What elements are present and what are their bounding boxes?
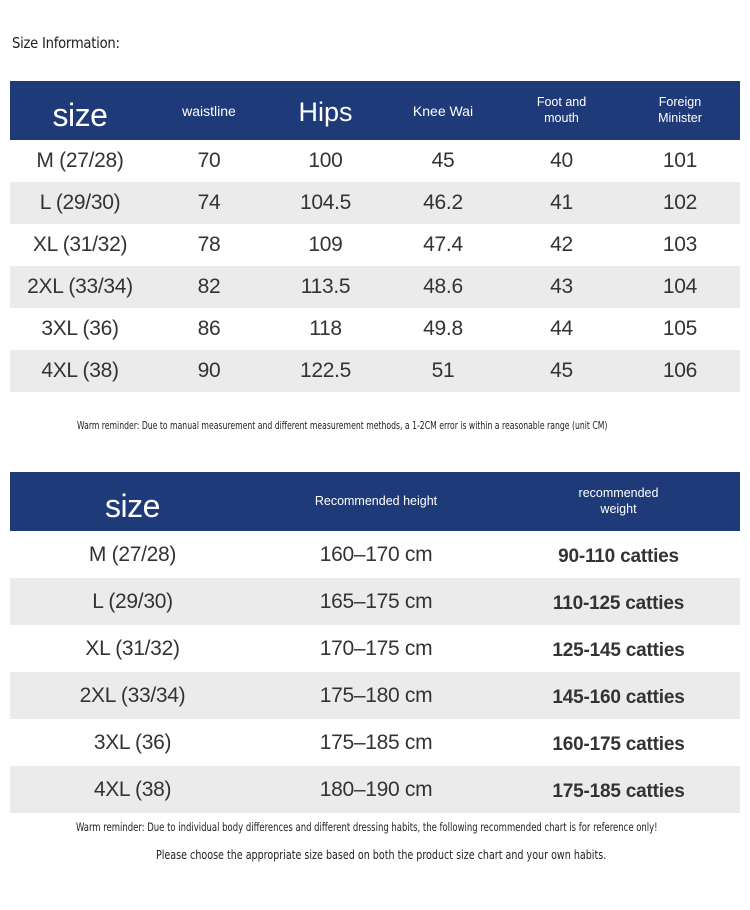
table-cell: 104	[620, 266, 740, 308]
table-row	[10, 531, 740, 578]
table-cell: 49.8	[423, 317, 463, 340]
reference-reminder: Warm reminder: Due to individual body differences and different dressing habits, the following recommended chart is for reference only!	[76, 820, 658, 834]
table-cell: 46.2	[383, 182, 503, 224]
weight-cell: 90-110 catties	[558, 546, 679, 567]
table-cell: 118	[309, 317, 342, 340]
table-cell: 78	[197, 233, 221, 256]
table-cell: 48.6	[383, 266, 503, 308]
table-cell: 41	[503, 182, 620, 224]
column-header-size: size	[10, 81, 150, 140]
table-cell: 40	[550, 149, 573, 172]
table-row	[10, 182, 740, 224]
size-cell: XL (31/32)	[32, 233, 128, 256]
size-cell: 3XL (36)	[93, 730, 172, 754]
table-cell: 70	[197, 149, 221, 172]
table-cell: 113.5	[268, 266, 383, 308]
height-cell: 170–175 cm	[319, 636, 433, 660]
table-cell: 86	[197, 317, 221, 340]
table-row	[10, 719, 740, 766]
table-cell: 74	[150, 182, 268, 224]
table-row	[10, 350, 740, 392]
column-header-foot-mouth	[503, 81, 620, 140]
table-row	[10, 140, 740, 182]
table-cell: 105	[662, 317, 698, 340]
table-cell: 82	[150, 266, 268, 308]
table-row	[10, 308, 740, 350]
page-title: Size Information:	[12, 34, 120, 52]
table-cell: 102	[620, 182, 740, 224]
weight-cell: 160-175 catties	[552, 734, 685, 755]
size-cell: L (29/30)	[10, 182, 150, 224]
table-cell: 104.5	[268, 182, 383, 224]
size-cell: XL (31/32)	[85, 636, 180, 660]
column-header-weight-label: recommended weight	[578, 485, 659, 516]
size-cell: 4XL (38)	[10, 350, 150, 392]
measurement-reminder: Warm reminder: Due to manual measurement and different measurement methods, a 1-2CM error is within a reasonable range (unit CM)	[77, 419, 608, 432]
size-cell: M (27/28)	[88, 542, 177, 566]
column-header-weight	[497, 472, 740, 531]
height-cell: 175–185 cm	[319, 730, 433, 754]
column-header-hips: Hips	[268, 81, 383, 140]
weight-cell: 175-185 catties	[497, 766, 740, 813]
table-row	[10, 578, 740, 625]
column-header-outseam	[620, 81, 740, 140]
table-cell: 109	[308, 233, 343, 256]
table-cell: 43	[503, 266, 620, 308]
weight-cell: 145-160 catties	[497, 672, 740, 719]
height-cell: 180–190 cm	[255, 766, 497, 813]
table-cell: 101	[662, 149, 698, 172]
size-cell: L (29/30)	[10, 578, 255, 625]
column-header-outseam-label: Foreign Minister	[658, 94, 702, 125]
table-cell: 122.5	[268, 350, 383, 392]
table-row	[10, 224, 740, 266]
table-cell: 106	[620, 350, 740, 392]
table-cell: 45	[503, 350, 620, 392]
height-cell: 175–180 cm	[255, 672, 497, 719]
recommendation-table	[10, 472, 740, 813]
table-cell: 42	[550, 233, 573, 256]
table-cell: 45	[431, 149, 455, 172]
table-cell: 44	[550, 317, 573, 340]
height-cell: 165–175 cm	[255, 578, 497, 625]
height-cell: 160–170 cm	[319, 542, 433, 566]
table-row	[10, 672, 740, 719]
table-row	[10, 266, 740, 308]
table-cell: 90	[150, 350, 268, 392]
table-header-row	[10, 472, 740, 531]
table-cell: 47.4	[423, 233, 463, 256]
column-header-size: size	[10, 472, 255, 531]
table-header-row	[10, 81, 740, 140]
size-cell: 3XL (36)	[41, 317, 119, 340]
size-cell: M (27/28)	[36, 149, 124, 172]
column-header-height: Recommended height	[255, 472, 497, 531]
table-cell: 51	[383, 350, 503, 392]
weight-cell: 110-125 catties	[497, 578, 740, 625]
size-cell: 4XL (38)	[10, 766, 255, 813]
table-row	[10, 766, 740, 813]
column-header-waistline: waistline	[150, 81, 268, 140]
column-header-foot-mouth-label: Foot and mouth	[536, 94, 587, 125]
column-header-knee: Knee Wai	[383, 81, 503, 140]
size-advice: Please choose the appropriate size based on both the product size chart and your own habits.	[156, 847, 607, 862]
weight-cell: 125-145 catties	[552, 640, 685, 661]
table-cell: 103	[662, 233, 698, 256]
size-cell: 2XL (33/34)	[10, 266, 150, 308]
table-row	[10, 625, 740, 672]
size-cell: 2XL (33/34)	[10, 672, 255, 719]
table-cell: 100	[308, 149, 343, 172]
product-size-table	[10, 81, 740, 392]
